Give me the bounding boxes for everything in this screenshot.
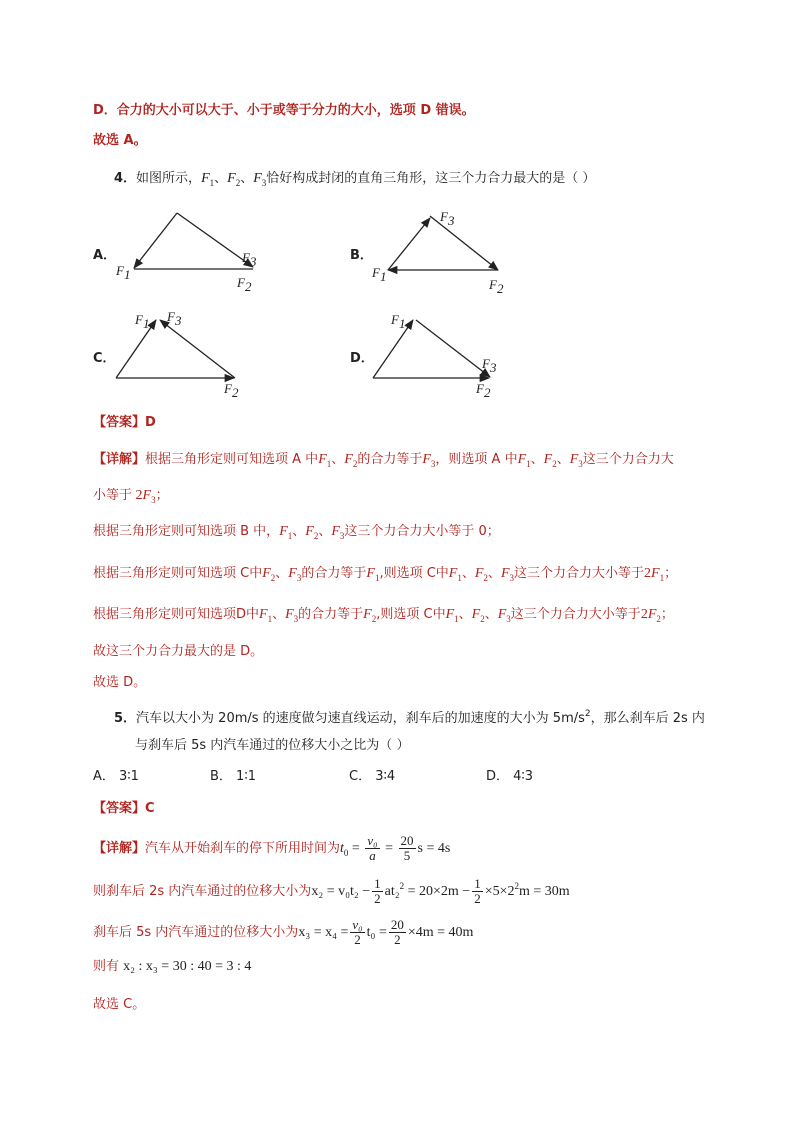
q4-detail-line1-cont: 小等于 $2F_3$； [93, 488, 169, 505]
q4-detail-line2: 根据三角形定则可知选项 B 中，$F_1$、$F_2$、$F_3$这三个力合力大小等于 0； [93, 524, 500, 541]
svg-text:F2: F2 [224, 381, 239, 398]
q4-stem-post: 恰好构成封闭的直角三角形，这三个力合力最大的是（ ） [266, 171, 596, 186]
q4-answer: 【答案】D [93, 415, 156, 430]
q4-option-a-label: A． [93, 248, 117, 263]
svg-text:F2: F2 [489, 277, 504, 295]
q5-option-c: C． 3∶4 [349, 769, 396, 784]
q4-f2: $F_2$ [227, 171, 241, 188]
q4-stem-pre: 如图所示， [136, 171, 202, 186]
q5-options [93, 768, 533, 786]
q5-detail-line2: 则刹车后 2s 内汽车通过的位移大小为x₂ = v₀t₂ − $\frac{1}{2}$ at₂$^2$ = 20×2m − $\frac{1}{2}$ $\times 5\times 2^2m = 30m$ [93, 876, 570, 906]
svg-text:F1: F1 [135, 312, 150, 331]
q5-option-a: A． 3∶1 [93, 769, 139, 784]
q4-f3: $F_3$ [253, 171, 267, 188]
q4-option-d-label: D． [350, 351, 374, 366]
q4-detail-line4: 根据三角形定则可知选项D中$F_1$、$F_3$的合力等于$F_2$,则选项 C中$F_1$、$F_2$、$F_3$这三个力合力大小等于$2F_2$； [93, 607, 674, 624]
q5-detail-line1: 【详解】汽车从开始刹车的停下所用时间为$t_0$ = $\frac{\text{v₀}}{a}$ = $\frac{20}{5}$ s = 4s [93, 833, 451, 863]
q5-option-d: D． 4∶3 [486, 769, 534, 784]
q4-option-c-label: C． [93, 351, 116, 366]
svg-text:F3: F3 [242, 250, 257, 269]
q5-stem-line1: 5．汽车以大小为 20m/s 的速度做匀速直线运动，刹车后的加速度的大小为 $5m/s^2$，那么刹车后 2s 内 [114, 709, 705, 726]
q5-detail-line3: 刹车后 5s 内汽车通过的位移大小为x₃ = x₄ = $\frac{\text{v₀}}{2}$ t₀ = $\frac{20}{2}$ ×4m = 40m [93, 917, 474, 947]
q4-choose: 故选 D。 [93, 675, 147, 690]
q5-option-b: B． 1∶1 [210, 769, 256, 784]
q5-detail-line4: 则有 x₂ : x₃ = 30 : 40 = 3 : 4 [93, 959, 252, 974]
q4-diagram-c [110, 308, 270, 398]
q5-answer: 【答案】C [93, 801, 155, 816]
svg-text:F2: F2 [476, 381, 491, 398]
q5-stem-line2: 与刹车后 5s 内汽车通过的位移大小之比为（ ） [135, 738, 410, 753]
q4-diagram-a [110, 205, 270, 295]
q4-f1: $F_1$ [201, 171, 215, 188]
q4-diagram-d [366, 308, 526, 398]
svg-text:F3: F3 [167, 309, 182, 328]
svg-text:F3: F3 [482, 356, 497, 375]
q4-number: 4． [114, 171, 137, 186]
q4-option-b-label: B． [350, 248, 373, 263]
q5-choose: 故选 C。 [93, 997, 146, 1012]
q4-detail-line3: 根据三角形定则可知选项 C中$F_2$、$F_3$的合力等于$F_1$,则选项 C中$F_1$、$F_2$、$F_3$这三个力合力大小等于$2F_1$； [93, 566, 678, 583]
svg-text:F1: F1 [391, 312, 406, 331]
prev-choose: 故选 A。 [93, 133, 147, 148]
svg-text:F3: F3 [440, 209, 455, 228]
prev-option-d-explanation: D．合力的大小可以大于、小于或等于分力的大小，选项 D 错误。 [93, 103, 475, 118]
q4-detail-line1: 【详解】根据三角形定则可知选项 A 中$F_1$、$F_2$的合力等于$F_3$，则选项 A 中$F_1$、$F_2$、$F_3$这三个力合力大 [93, 452, 674, 469]
q4-diagram-b [366, 205, 526, 295]
q4-stem: 4．如图所示，$F_1$、$F_2$、$F_3$恰好构成封闭的直角三角形，这三个力合力最大的是（ ） [114, 171, 596, 188]
svg-text:F1: F1 [372, 265, 387, 284]
svg-text:F1: F1 [116, 263, 131, 282]
q4-conclusion: 故这三个力合力最大的是 D。 [93, 644, 264, 659]
svg-text:F2: F2 [237, 275, 252, 294]
